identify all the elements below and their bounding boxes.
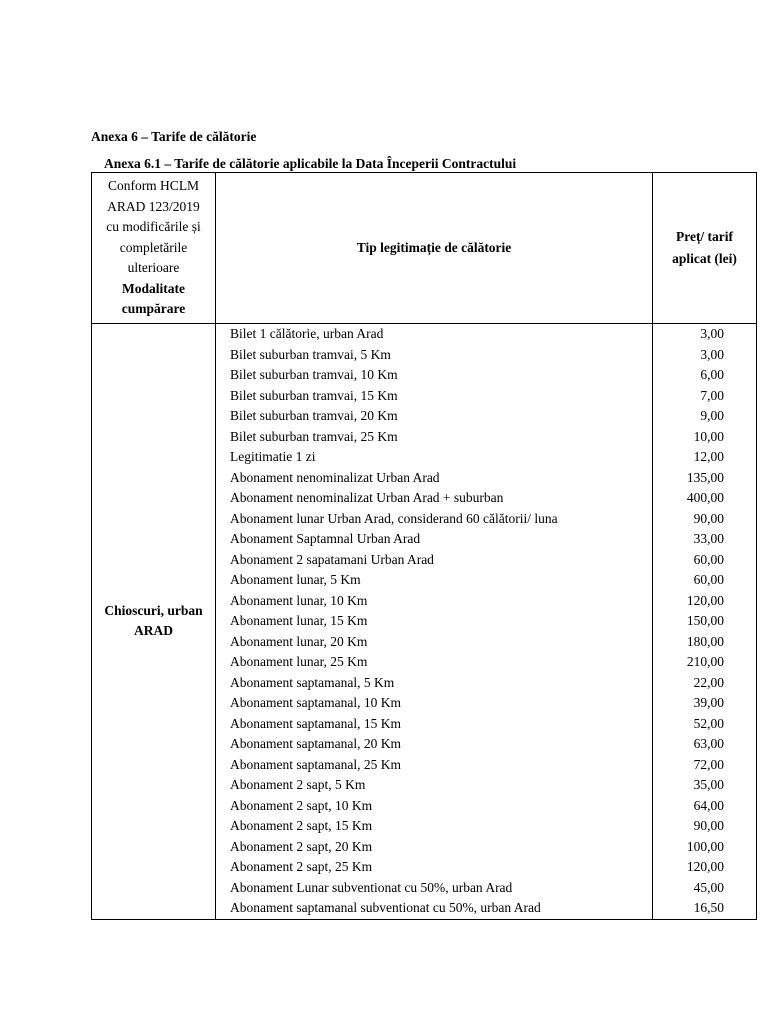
price-item: 33,00 — [693, 531, 724, 546]
ticket-type-item: Bilet suburban tramvai, 20 Km — [230, 408, 398, 423]
header-price-line: aplicat (lei) — [672, 251, 737, 266]
price-item: 72,00 — [693, 756, 724, 772]
tariff-table — [91, 172, 757, 920]
ticket-type-item: Abonament 2 sapt, 20 Km — [230, 838, 373, 854]
purchase-mode-cell — [92, 324, 216, 920]
price-item: 120,00 — [686, 592, 724, 608]
price-item: 100,00 — [686, 838, 724, 854]
price-item: 90,00 — [693, 818, 724, 833]
ticket-type-item: Abonament saptamanal, 10 Km — [230, 695, 401, 710]
price-item: 9,00 — [700, 408, 724, 423]
header-mode-line: ulterioare — [127, 260, 180, 276]
ticket-type-list — [216, 324, 652, 919]
header-mode-line: ARAD 123/2019 — [107, 198, 200, 214]
price-item: 60,00 — [693, 572, 724, 587]
ticket-type-item: Bilet suburban tramvai, 15 Km — [230, 387, 398, 403]
ticket-type-item: Abonament lunar Urban Arad, considerand 60 călătorii/ luna — [230, 510, 558, 526]
price-item: 400,00 — [686, 490, 724, 505]
header-ticket-type: Tip legitimație de călătorie — [216, 173, 653, 324]
ticket-types-cell — [216, 324, 653, 920]
header-price-line: Preț/ tarif — [675, 229, 734, 244]
ticket-type-item: Abonament saptamanal subventionat cu 50%, urban Arad — [230, 900, 541, 915]
price-item: 90,00 — [693, 510, 724, 526]
price-item: 12,00 — [693, 449, 724, 464]
purchase-mode-line: Chioscuri, urban — [104, 602, 203, 618]
ticket-type-item: Abonament 2 sapt, 25 Km — [230, 859, 373, 874]
header-mode-label: cumpărare — [121, 301, 186, 317]
page-heading: Anexa 6 – Tarife de călătorie — [91, 129, 257, 144]
price-list — [653, 324, 756, 919]
ticket-type-item: Abonament lunar, 5 Km — [230, 572, 361, 587]
price-item: 135,00 — [686, 469, 724, 485]
ticket-type-item: Abonament lunar, 10 Km — [230, 592, 368, 608]
price-item: 180,00 — [686, 633, 724, 649]
price-item: 39,00 — [693, 695, 724, 710]
price-item: 10,00 — [693, 428, 724, 444]
table-header-row — [92, 173, 757, 324]
header-price — [653, 173, 757, 324]
table-caption: Anexa 6.1 – Tarife de călătorie aplicabile la Data Începerii Contractului — [104, 156, 517, 171]
table-body-row — [92, 324, 757, 920]
header-mode-line: completările — [119, 239, 188, 255]
price-item: 35,00 — [693, 777, 724, 792]
price-item: 22,00 — [693, 674, 724, 690]
ticket-type-item: Abonament 2 sapt, 5 Km — [230, 777, 366, 792]
ticket-type-item: Abonament 2 sapatamani Urban Arad — [230, 551, 434, 567]
purchase-mode-line: ARAD — [134, 623, 173, 639]
header-purchase-mode — [92, 173, 216, 324]
ticket-type-item: Bilet suburban tramvai, 5 Km — [230, 346, 391, 362]
ticket-type-item: Abonament lunar, 20 Km — [230, 633, 368, 649]
ticket-type-item: Abonament Saptamnal Urban Arad — [230, 531, 421, 546]
ticket-type-item: Abonament saptamanal, 15 Km — [230, 715, 401, 731]
ticket-type-item: Abonament nenominalizat Urban Arad — [230, 469, 440, 485]
header-mode-line: cu modificările și — [106, 219, 201, 235]
prices-cell — [653, 324, 757, 920]
price-item: 3,00 — [700, 326, 724, 341]
ticket-type-item: Legitimatie 1 zi — [230, 449, 316, 464]
ticket-type-item: Abonament 2 sapt, 15 Km — [230, 818, 373, 833]
ticket-type-item: Abonament Lunar subventionat cu 50%, urban Arad — [230, 879, 513, 895]
price-item: 16,50 — [693, 900, 724, 915]
ticket-type-item: Abonament saptamanal, 25 Km — [230, 756, 401, 772]
price-item: 3,00 — [700, 346, 724, 362]
ticket-type-item: Bilet 1 călătorie, urban Arad — [230, 326, 384, 341]
price-item: 45,00 — [693, 879, 724, 895]
price-item: 64,00 — [693, 797, 724, 813]
price-item: 210,00 — [686, 654, 724, 669]
price-item: 6,00 — [700, 367, 724, 382]
ticket-type-item: Bilet suburban tramvai, 25 Km — [230, 428, 398, 444]
ticket-type-item: Abonament saptamanal, 5 Km — [230, 674, 395, 690]
ticket-type-item: Abonament lunar, 15 Km — [230, 613, 368, 628]
ticket-type-item: Abonament saptamanal, 20 Km — [230, 736, 401, 751]
ticket-type-item: Bilet suburban tramvai, 10 Km — [230, 367, 398, 382]
price-item: 120,00 — [686, 859, 724, 874]
header-mode-line: Conform HCLM — [107, 178, 200, 194]
price-item: 60,00 — [693, 551, 724, 567]
price-item: 7,00 — [700, 387, 724, 403]
price-item: 150,00 — [686, 613, 724, 628]
ticket-type-item: Abonament 2 sapt, 10 Km — [230, 797, 373, 813]
header-mode-label: Modalitate — [122, 280, 185, 296]
price-item: 63,00 — [693, 736, 724, 751]
ticket-type-item: Abonament lunar, 25 Km — [230, 654, 368, 669]
price-item: 52,00 — [693, 715, 724, 731]
ticket-type-item: Abonament nenominalizat Urban Arad + suburban — [230, 490, 504, 505]
